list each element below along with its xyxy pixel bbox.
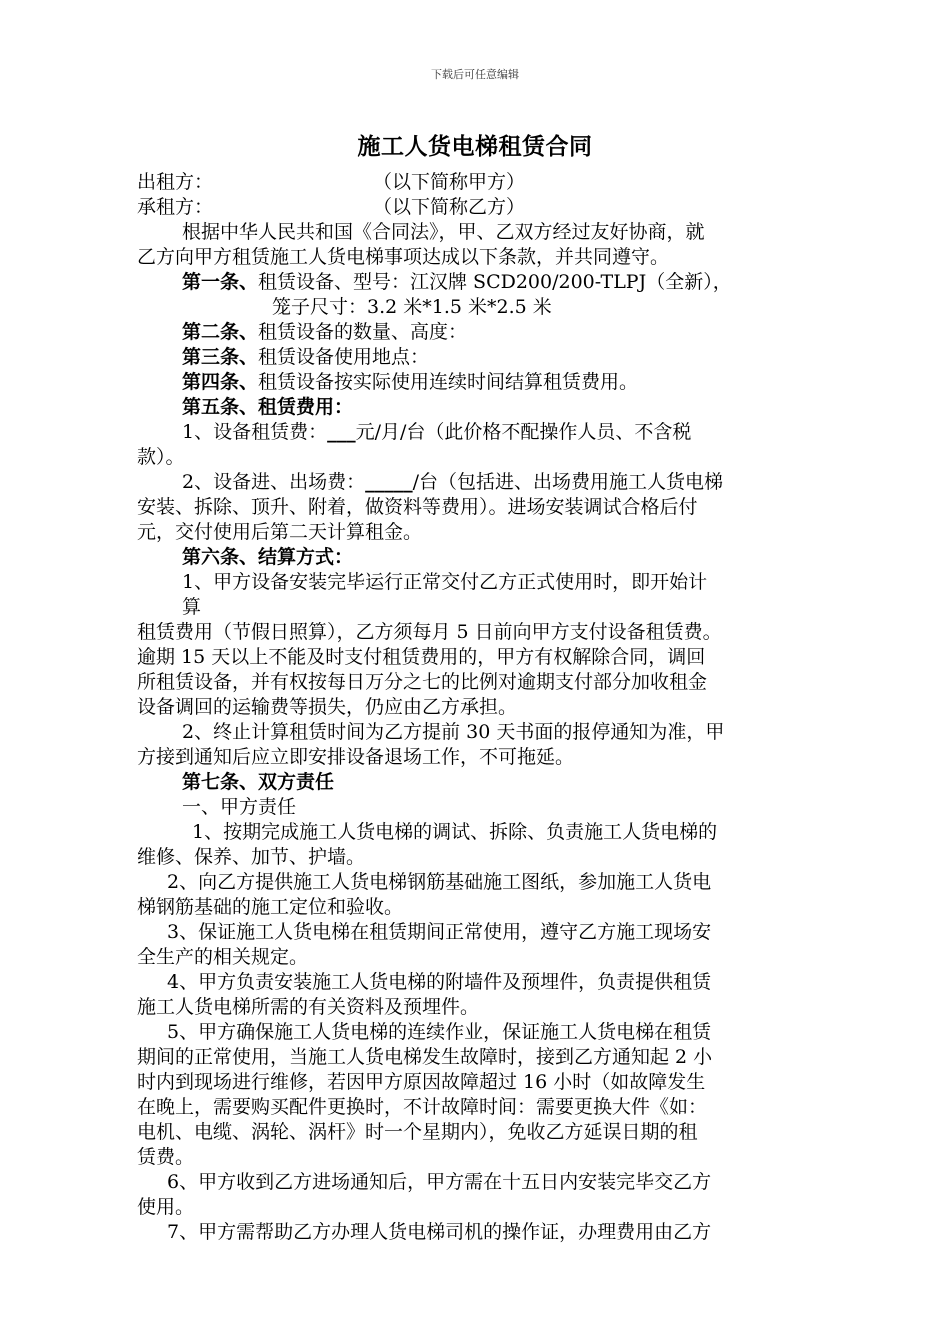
duty-item-1: 1、按期完成施工人货电梯的调试、拆除、负责施工人货电梯的: [192, 821, 718, 843]
header-note: 下载后可任意编辑: [431, 68, 519, 81]
duty-item-5-cont-1: 期间的正常使用，当施工人货电梯发生故障时，接到乙方通知起 2 小: [137, 1046, 713, 1068]
article-1-cage: 笼子尺寸：3.2 米*1.5 米*2.5 米: [272, 296, 552, 318]
rent-fee-blank: ___: [327, 421, 356, 443]
entry-fee-label: 2、设备进、出场费：: [182, 471, 366, 493]
rent-fee-label: 1、设备租赁费：: [182, 421, 328, 443]
lessee-alias: （以下简称乙方）: [373, 196, 526, 218]
duty-item-5-cont-4: 电机、电缆、涡轮、涡杆》时一个星期内），免收乙方延误日期的租: [137, 1121, 698, 1143]
document-title: 施工人货电梯租赁合同: [357, 133, 593, 160]
article-6-item-1-cont-2: 逾期 15 天以上不能及时支付租赁费用的，甲方有权解除合同，调回: [137, 646, 706, 668]
duty-item-6-cont: 使用。: [137, 1196, 195, 1218]
duty-item-6: 6、甲方收到乙方进场通知后，甲方需在十五日内安装完毕交乙方: [167, 1171, 712, 1193]
duty-item-3-cont: 全生产的相关规定。: [137, 946, 309, 968]
article-2: [137, 320, 817, 345]
article-7-head: 第七条、双方责任: [182, 771, 335, 793]
article-5-item-2: [137, 470, 817, 495]
article-5-item-1: [137, 420, 817, 445]
duty-item-4-cont: 施工人货电梯所需的有关资料及预埋件。: [137, 996, 480, 1018]
contract-body: [137, 170, 817, 1245]
article-5-item-2-cont-1: 安装、拆除、顶升、附着，做资料等费用）。进场安装调试合格后付: [137, 496, 698, 518]
duty-item-5-cont-3: 在晚上，需要购买配件更换时，不计故障时间：需要更换大件《如：: [137, 1096, 708, 1118]
duty-item-4: 4、甲方负责安装施工人货电梯的附墙件及预埋件，负责提供租赁: [167, 971, 712, 993]
entry-fee-unit: /台（包括进、出场费用施工人货电梯: [412, 471, 723, 493]
article-7-sub: 一、甲方责任: [182, 796, 297, 818]
article-4-text: 租赁设备按实际使用连续时间结算租赁费用。: [258, 371, 639, 393]
duty-item-3: 3、保证施工人货电梯在租赁期间正常使用，遵守乙方施工现场安: [167, 921, 712, 943]
article-6-item-1-cont-3: 所租赁设备，并有权按每日万分之七的比例对逾期支付部分加收租金: [137, 671, 708, 693]
article-6-item-1-wrap: 算: [182, 596, 202, 618]
lessee-label: 承租方：: [137, 196, 214, 218]
rent-fee-unit: 元/月/台（此价格不配操作人员、不含税: [355, 421, 692, 443]
article-6-head: 第六条、结算方式：: [182, 546, 354, 568]
intro-line-2: 乙方向甲方租赁施工人货电梯事项达成以下条款，并共同遵守。: [137, 246, 670, 268]
article-3: [137, 345, 817, 370]
article-6-item-1: 1、甲方设备安装完毕运行正常交付乙方正式使用时，即开始计: [182, 571, 708, 593]
article-3-head: 第三条、: [182, 346, 259, 368]
article-5-item-2-cont-2: 元，交付使用后第二天计算租金。: [137, 521, 423, 543]
entry-fee-blank: _____: [365, 471, 413, 493]
duty-item-7: 7、甲方需帮助乙方办理人货电梯司机的操作证，办理费用由乙方: [167, 1221, 712, 1243]
article-6-item-1-cont-1: 租赁费用（节假日照算），乙方须每月 5 日前向甲方支付设备租赁费。: [137, 621, 722, 643]
article-3-text: 租赁设备使用地点：: [258, 346, 430, 368]
lessor-line: [137, 170, 817, 195]
duty-item-5-cont-2: 时内到现场进行维修，若因甲方原因故障超过 16 小时（如故障发生: [137, 1071, 706, 1093]
article-4: [137, 370, 817, 395]
duty-item-2: 2、向乙方提供施工人货电梯钢筋基础施工图纸，参加施工人货电: [167, 871, 712, 893]
article-4-head: 第四条、: [182, 371, 259, 393]
duty-item-2-cont: 梯钢筋基础的施工定位和验收。: [137, 896, 404, 918]
article-5-item-1-cont: 款）。: [137, 446, 185, 468]
article-5-head: 第五条、租赁费用：: [182, 396, 354, 418]
article-1-head: 第一条、: [182, 271, 259, 293]
article-6-item-2: 2、终止计算租赁时间为乙方提前 30 天书面的报停通知为准，甲: [182, 721, 725, 743]
lessor-label: 出租方：: [137, 171, 214, 193]
article-6-item-2-cont: 方接到通知后应立即安排设备退场工作，不可拖延。: [137, 746, 575, 768]
duty-item-5: 5、甲方确保施工人货电梯的连续作业，保证施工人货电梯在租赁: [167, 1021, 712, 1043]
duty-item-5-cont-5: 赁费。: [137, 1146, 195, 1168]
article-1: [137, 270, 817, 295]
article-1-text: 租赁设备、型号：江汉牌 SCD200/200-TLPJ（全新），: [258, 271, 732, 293]
article-6-item-1-cont-4: 设备调回的运输费等损失，仍应由乙方承担。: [137, 696, 518, 718]
duty-item-1-cont: 维修、保养、加节、护墙。: [137, 846, 366, 868]
intro-line-1: 根据中华人民共和国《合同法》，甲、乙双方经过友好协商，就: [182, 221, 705, 243]
article-2-text: 租赁设备的数量、高度：: [258, 321, 468, 343]
lessor-alias: （以下简称甲方）: [373, 171, 526, 193]
article-2-head: 第二条、: [182, 321, 259, 343]
lessee-line: [137, 195, 817, 220]
